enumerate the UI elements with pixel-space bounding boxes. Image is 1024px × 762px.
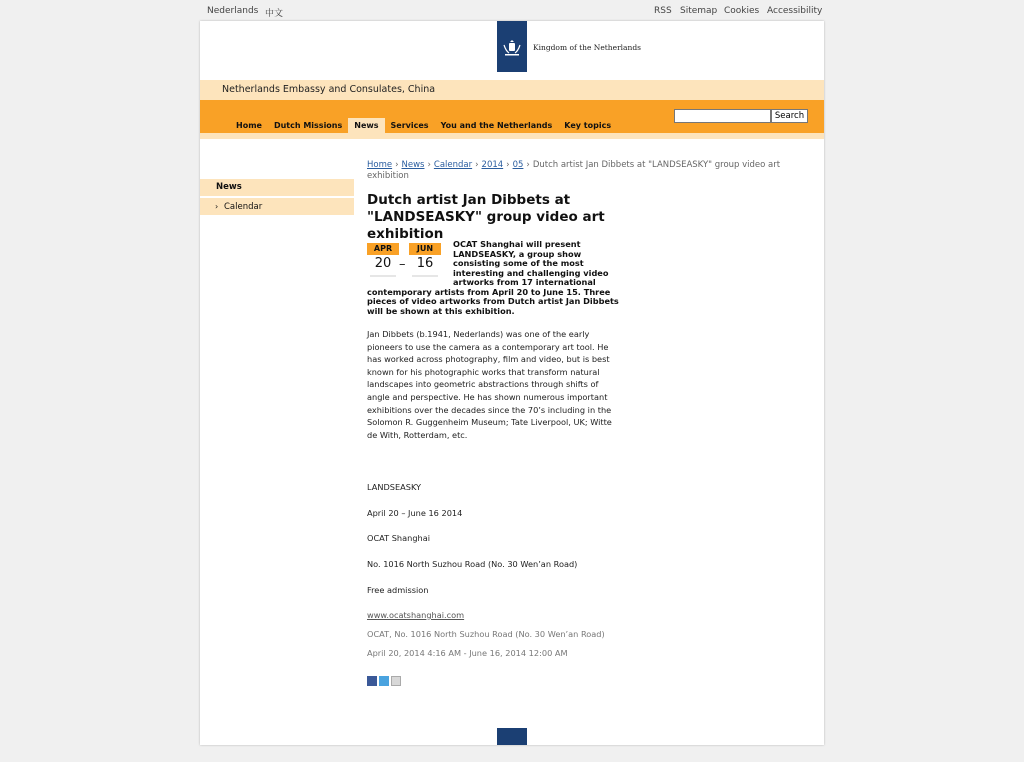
article-title: Dutch artist Jan Dibbets at "LANDSEASKY" group video art exhibition <box>367 192 605 242</box>
start-month: APR <box>367 243 399 255</box>
sidebar-item-label: Calendar <box>224 202 263 212</box>
nav-news[interactable]: News <box>348 118 384 133</box>
breadcrumb-separator: › <box>427 160 431 170</box>
kingdom-wordmark: Kingdom of the Netherlands <box>533 43 642 52</box>
sidebar-item-news[interactable]: News <box>200 179 354 196</box>
breadcrumb-separator: › <box>475 160 479 170</box>
nav-home[interactable]: Home <box>236 121 262 130</box>
search-button[interactable]: Search <box>771 109 808 123</box>
page-container <box>200 21 824 745</box>
lang-chinese-link[interactable]: 中文 <box>265 9 284 19</box>
end-day: 16 <box>416 256 434 271</box>
nav-services[interactable]: Services <box>390 121 429 130</box>
breadcrumb-separator: › <box>506 160 510 170</box>
search-input[interactable] <box>674 109 771 123</box>
end-month: JUN <box>409 243 441 255</box>
breadcrumb-separator: › <box>526 160 530 170</box>
breadcrumb-month[interactable]: 05 <box>512 160 524 170</box>
nav-dutch-missions[interactable]: Dutch Missions <box>273 121 343 130</box>
main-nav-bar <box>200 100 824 133</box>
breadcrumb-separator: › <box>395 160 399 170</box>
event-location-meta: OCAT, No. 1016 North Suzhou Road (No. 30 Wen’an Road) <box>367 629 605 639</box>
event-venue: OCAT Shanghai <box>367 533 431 543</box>
date-range-dash: – <box>399 257 406 272</box>
embassy-title: Netherlands Embassy and Consulates, China <box>222 84 436 95</box>
footer-crest-block <box>497 728 527 745</box>
share-bar <box>367 676 401 686</box>
event-time-meta: April 20, 2014 4:16 AM - June 16, 2014 12:00 AM <box>367 648 568 658</box>
breadcrumb-news[interactable]: News <box>401 160 425 170</box>
event-address: No. 1016 North Suzhou Road (No. 30 Wen’an Road) <box>367 559 578 569</box>
embassy-bar <box>200 80 824 100</box>
email-icon[interactable] <box>391 676 401 686</box>
sidebar-item-calendar[interactable] <box>200 197 354 215</box>
nav-key-topics[interactable]: Key topics <box>564 121 612 130</box>
event-dates: April 20 – June 16 2014 <box>367 508 463 518</box>
rss-link[interactable]: RSS <box>654 6 672 16</box>
main-nav <box>230 118 617 133</box>
lang-nederlands-link[interactable]: Nederlands <box>207 6 259 16</box>
breadcrumb-home[interactable]: Home <box>367 160 393 170</box>
facebook-icon[interactable] <box>367 676 377 686</box>
breadcrumb-current: Dutch artist Jan Dibbets at "LANDSEASKY" group video art exhibition <box>367 160 781 181</box>
sidebar-nav <box>200 179 354 215</box>
crest-logo[interactable] <box>497 21 527 72</box>
start-day: 20 <box>374 256 392 271</box>
breadcrumb-year[interactable]: 2014 <box>481 160 504 170</box>
top-utility-bar <box>200 0 824 20</box>
accessibility-link[interactable]: Accessibility <box>767 6 823 16</box>
event-website-link[interactable]: www.ocatshanghai.com <box>367 610 465 620</box>
lead-float-spacer <box>367 240 453 282</box>
event-admission: Free admission <box>367 585 429 595</box>
chevron-right-icon: › <box>215 202 219 211</box>
event-name: LANDSEASKY <box>367 482 422 492</box>
sitemap-link[interactable]: Sitemap <box>680 6 718 16</box>
article-body: Jan Dibbets (b.1941, Nederlands) was one of the early pioneers to use the camera as a contemporary art tool. He has worked across photography, film and video, but is best known for his photographic works that transform natural landscapes into geometric abstractions through shifts of angle and perspective. He has shown numerous important exhibitions over the decades since the 70’s including in the Solomon R. Guggenheim Museum; Tate Liverpool, UK; Witte de With, Rotterdam, etc. <box>367 329 612 440</box>
nav-bottom-strip <box>200 133 824 139</box>
breadcrumb <box>367 160 797 182</box>
nav-you-and-the-netherlands[interactable]: You and the Netherlands <box>440 121 553 130</box>
cookies-link[interactable]: Cookies <box>724 6 760 16</box>
twitter-icon[interactable] <box>379 676 389 686</box>
crest-icon <box>500 39 524 57</box>
breadcrumb-calendar[interactable]: Calendar <box>433 160 473 170</box>
article-lead <box>367 240 621 316</box>
lead-text: OCAT Shanghai will present LANDSEASKY, a group show consisting some of the most interesting and challenging video artworks from 17 international contemporary artists from April 20 to June 15. Three pieces of video artworks from Dutch artist Jan Dibbets will be shown at this exhibition. <box>367 239 619 316</box>
